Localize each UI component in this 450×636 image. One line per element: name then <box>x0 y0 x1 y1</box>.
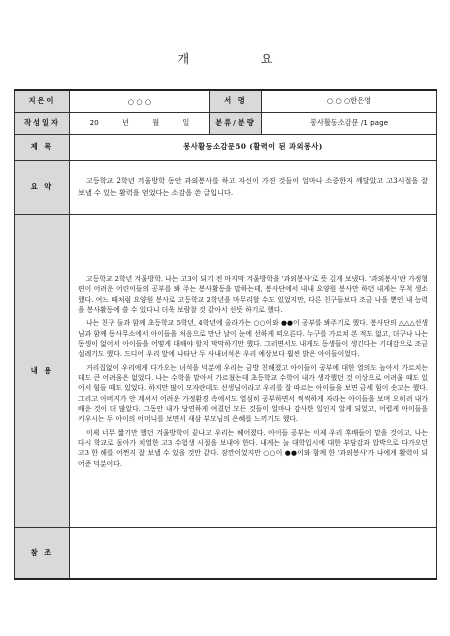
page-title: 개 요 <box>177 52 307 66</box>
date-label: 작성일자 <box>15 112 70 134</box>
document-form <box>14 89 437 580</box>
subject-value: 봉사활동소감문50 (활력이 된 과외봉사) <box>70 134 437 160</box>
summary-row <box>15 160 437 214</box>
reference-value <box>70 527 437 579</box>
date-month-unit: 월 <box>152 118 160 127</box>
date-value <box>70 112 210 134</box>
category-label: 분류/분량 <box>210 112 262 134</box>
reference-row <box>15 527 437 579</box>
subject-label: 제 목 <box>15 134 70 160</box>
author-value: ○ ○ ○ <box>70 90 210 112</box>
content-paragraph-1: 고등학교 2학년 겨울방학. 나는 고3이 되기 전 마지막 겨울방학을 '과외봉사'로 뜻 깊게 보냈다. '과외봉사'란 가정형편이 어려운 어린이들의 공부를 봐 주는 봉사활동을 말하는데, 봉사단에서 내내 요양원 봉사만 하던 내게는 무척 생소했다. 여느 때처럼 요양원 봉사로 고등학교 2학년을 마무리할 수도 있었지만, 다른 친구들보다 조금 나을 뿐인 내 능력을 봉사활동에 쓸 수 있다니 더욱 보람찰 것 같아서 선뜻 하기로 했다. <box>78 274 428 314</box>
content-cell <box>70 214 437 527</box>
book-title-label: 서 명 <box>210 90 262 112</box>
summary-text: 고등학교 2학년 겨울방학 동안 과외봉사를 하고 자신이 가진 것들이 얼마나 소중한지 깨달았고 고3시절을 잘 보낼 수 있는 활력을 얻었다는 소감을 쓴 글입니다. <box>78 176 428 197</box>
date-year-unit: 년 <box>122 118 129 127</box>
content-paragraph-2: 나는 친구 둘과 함께 초등학교 5학년, 4학년에 올라가는 ○○이와 ●●이 공부를 봐주기로 했다. 봉사단의 △△△선생님과 함께 동사무소에서 아이들을 처음으로 만난 날이 눈에 선하게 떠오른다. 누구를 가르쳐 본 적도 없고, 더구나 나는 동생이 없어서 아이들을 어떻게 대해야 할지 막막하기만 했다. 그러면서도 내게도 동생들이 생긴다는 기대감으로 조금 설레기도 했다. 드디어 우리 앞에 나타난 두 사내녀석은 우리 예상보다 훨씬 밝은 아이들이었다. <box>78 319 428 359</box>
date-year: 20 <box>89 118 99 127</box>
summary-label: 요 약 <box>15 160 70 214</box>
content-row <box>15 214 437 527</box>
book-title-value: ○ ○ ○한은영 <box>262 90 437 112</box>
author-row <box>15 90 437 112</box>
content-label: 내 용 <box>15 214 70 527</box>
summary-cell <box>70 160 437 214</box>
reference-label: 참 조 <box>15 527 70 579</box>
content-paragraph-4: 이제 너무 짧기만 했던 겨울방학이 끝나고 우리는 헤어졌다. 아이들 공부는 이제 우리 후배들이 맡을 것이고, 나는 다시 학교로 돌아가 치열한 고3 수험생 시절을 보내야 한다. 내게는 늘 대학입시에 대한 부담감과 압박으로 다가오던 고3 한 해를 어쩐지 잘 보낼 수 있을 것만 같다. 잠깐이었지만 ○○이 ●●이와 함께 한 '과외봉사'가 나에게 활력이 되어준 덕분이다. <box>78 428 428 468</box>
date-day-unit: 일 <box>182 118 190 127</box>
category-value: 봉사활동소감문 /1 page <box>262 112 437 134</box>
subject-row <box>15 134 437 160</box>
date-row <box>15 112 437 134</box>
author-label: 지은이 <box>15 90 70 112</box>
content-paragraph-3: 거리집없이 우리에게 다가오는 녀석을 덕분에 우리는 금방 친해졌고 아이들이 공부에 대한 열의도 높아서 가르치는 데도 큰 어려움은 없었다. 나는 수학을 맡아서 가르쳤는데 초등학교 수학이 내가 생각했던 것 이상으로 어려울 때도 있어서 힘들 때도 있었다. 하지만 많이 모자란데도 선생님이라고 우리를 잘 따르는 아이들을 보면 금세 힘이 솟고는 했다. 그리고 아버지가 안 계셔서 어려운 가정환경 속에서도 열심히 공부하면서 씩씩하게 자라는 아이들을 보며 오히려 내가 배운 것이 더 많았다. 그동안 내가 당연하게 여겼던 모든 것들이 얼마나 감사한 일인지 알게 되었고, 어렵게 아이들을 키우시는 두 아이의 어머니를 보면서 새삼 부모님의 은혜를 느끼기도 했다. <box>78 363 428 424</box>
